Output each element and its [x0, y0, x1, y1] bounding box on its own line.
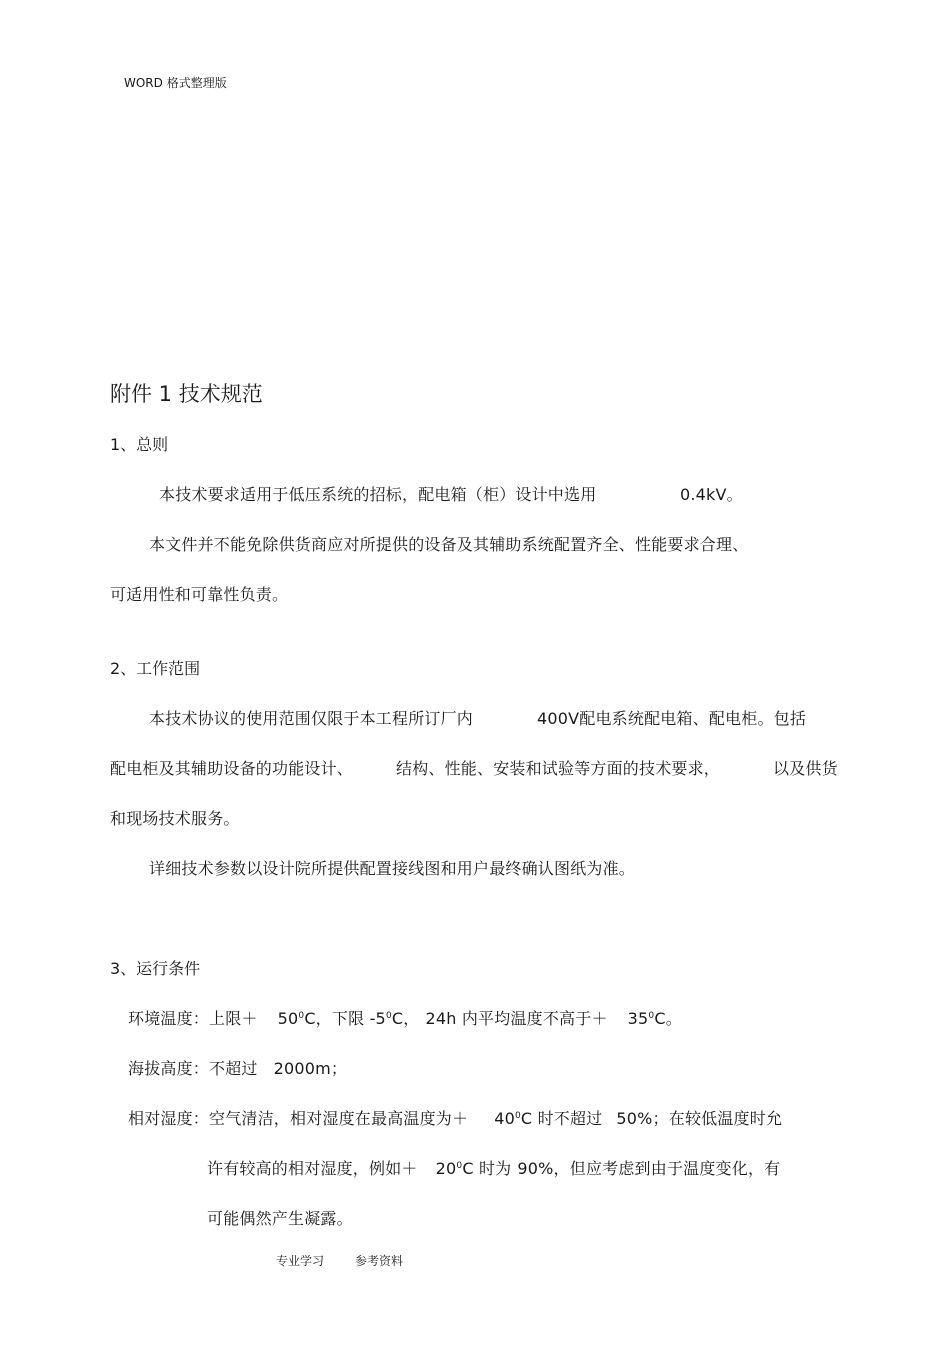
humidity-line-1 [128, 1106, 782, 1129]
temp-avg-value: 35 [627, 1009, 649, 1028]
section-1-heading: 1、总则 [110, 435, 169, 454]
humidity-t1: 40 [494, 1109, 515, 1128]
section-1-line-3: 可适用性和可靠性负责。 [110, 585, 289, 604]
humidity-v2: 90%，但应考虑到由于温度变化，有 [517, 1159, 781, 1178]
temp-end: C。 [654, 1009, 682, 1028]
section-2-line-2a: 配电柜及其辅助设备的功能设计、 [110, 759, 354, 778]
temp-c: C， [391, 1009, 420, 1028]
section-2-line-1b: 400V配电系统配电箱、配电柜。包括 [537, 709, 807, 728]
temp-lower-label: C，下限 -5 [304, 1009, 386, 1028]
humidity-t1-rest: C 时不超过 [520, 1109, 603, 1128]
humidity-line-2 [207, 1156, 780, 1179]
temp-upper: 50 [277, 1009, 299, 1028]
degree-mark: 0 [298, 1011, 305, 1021]
altitude-line [128, 1056, 347, 1079]
section-1-line-1: 本技术要求适用于低压系统的招标，配电箱（柜）设计中选用 [159, 485, 597, 504]
section-1-line-1-value: 0.4kV。 [680, 485, 743, 504]
page-header: WORD 格式整理版 [124, 76, 227, 90]
section-2-line-2b: 结构、性能、安装和试验等方面的技术要求， [396, 759, 721, 778]
altitude-value: 2000m； [273, 1059, 348, 1078]
altitude-label: 海拔高度：不超过 [128, 1059, 258, 1078]
humidity-line2-text: 许有较高的相对湿度，例如＋ [207, 1159, 418, 1178]
section-1-line-2: 本文件并不能免除供货商应对所提供的设备及其辅助系统配置齐全、性能要求合理、 [149, 535, 749, 554]
humidity-t2: 20 [435, 1159, 457, 1178]
humidity-v1: 50%；在较低温度时允 [616, 1109, 783, 1128]
humidity-label: 相对湿度：空气清洁，相对湿度在最高温度为＋ [128, 1109, 469, 1128]
humidity-line-3: 可能偶然产生凝露。 [207, 1209, 353, 1228]
section-2-line-2c: 以及供货 [773, 759, 838, 778]
temp-label: 环境温度：上限＋ [128, 1009, 258, 1028]
temp-avg-label: 24h 内平均温度不高于＋ [425, 1009, 608, 1028]
section-2-line-3: 和现场技术服务。 [110, 809, 240, 828]
degree-mark: 0 [385, 1011, 392, 1021]
ambient-temperature-line [128, 1006, 682, 1029]
footer-right: 参考资料 [355, 1254, 404, 1268]
section-2-heading: 2、工作范围 [110, 659, 201, 678]
section-3-heading: 3、运行条件 [110, 959, 201, 978]
humidity-t2-rest: C 时为 [462, 1159, 512, 1178]
section-2-line-4: 详细技术参数以设计院所提供配置接线图和用户最终确认图纸为准。 [149, 859, 636, 878]
page-title: 附件 1 技术规范 [110, 382, 263, 406]
degree-mark: 0 [456, 1161, 463, 1171]
footer-left: 专业学习 [276, 1254, 325, 1268]
section-2-line-1a: 本技术协议的使用范围仅限于本工程所订厂内 [149, 709, 474, 728]
degree-mark: 0 [648, 1011, 655, 1021]
degree-mark: 0 [514, 1111, 521, 1121]
